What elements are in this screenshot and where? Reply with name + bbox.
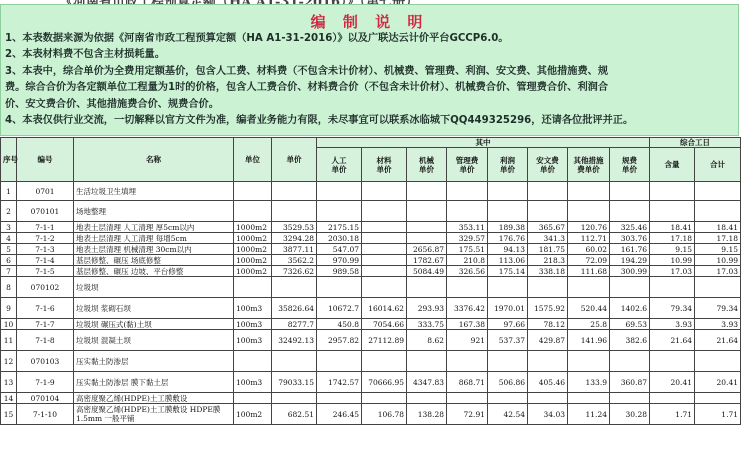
table-row xyxy=(1,266,741,277)
cell-fee: 300.99 xyxy=(610,266,650,277)
notes-line: 价、安文费合价、其他措施费合价、规费合价。 xyxy=(5,98,219,110)
cell-labor xyxy=(317,351,362,372)
cell-unit xyxy=(234,351,272,372)
cell-other xyxy=(568,351,610,372)
cell-fee: 1402.6 xyxy=(610,298,650,319)
cell-price: 682.51 xyxy=(272,404,317,425)
cell-qty: 17.18 xyxy=(650,233,695,244)
cell-safety xyxy=(528,351,568,372)
header-labor: 人工 单价 xyxy=(317,148,362,182)
cell-qty xyxy=(650,201,695,222)
cell-name: 垃圾坝 xyxy=(74,277,234,298)
cell-qty: 3.93 xyxy=(650,319,695,330)
cell-seq: 9 xyxy=(1,298,17,319)
cell-total xyxy=(695,182,741,201)
cell-machine xyxy=(407,393,447,404)
cell-fee: 382.6 xyxy=(610,330,650,351)
cell-profit: 42.54 xyxy=(488,404,528,425)
cell-price: 3562.2 xyxy=(272,255,317,266)
cell-profit: 1970.01 xyxy=(488,298,528,319)
cell-code: 070103 xyxy=(17,351,74,372)
cell-seq: 15 xyxy=(1,404,17,425)
cell-name: 基层修整、碾压 场底修整 xyxy=(74,255,234,266)
cell-profit xyxy=(488,393,528,404)
header-code: 编号 xyxy=(17,138,74,182)
cell-machine: 1782.67 xyxy=(407,255,447,266)
cell-machine: 5084.49 xyxy=(407,266,447,277)
cell-labor: 2030.18 xyxy=(317,233,362,244)
header-mgmt: 管理费 单价 xyxy=(447,148,488,182)
cell-material: 27112.89 xyxy=(362,330,407,351)
notes-line: 2、本表材料费不包含主材损耗量。 xyxy=(5,49,165,61)
cell-code: 7-1-6 xyxy=(17,298,74,319)
table-row xyxy=(1,201,741,222)
cell-total: 21.64 xyxy=(695,330,741,351)
cell-safety: 218.3 xyxy=(528,255,568,266)
cell-labor: 547.07 xyxy=(317,244,362,255)
cell-code: 7-1-2 xyxy=(17,233,74,244)
table-row xyxy=(1,233,741,244)
cell-qty: 1.71 xyxy=(650,404,695,425)
cell-machine: 138.28 xyxy=(407,404,447,425)
cell-safety xyxy=(528,393,568,404)
cell-seq: 1 xyxy=(1,182,17,201)
header-name: 名称 xyxy=(74,138,234,182)
header-machine: 机械 单价 xyxy=(407,148,447,182)
cell-name: 垃圾坝 混凝土坝 xyxy=(74,330,234,351)
cell-other: 111.68 xyxy=(568,266,610,277)
cell-price: 3529.53 xyxy=(272,222,317,233)
table-row xyxy=(1,222,741,233)
cell-seq: 8 xyxy=(1,277,17,298)
cell-mgmt xyxy=(447,393,488,404)
cell-machine xyxy=(407,201,447,222)
cell-total xyxy=(695,393,741,404)
cell-other: 25.8 xyxy=(568,319,610,330)
cell-name: 基层修整、碾压 边坡、平台修整 xyxy=(74,266,234,277)
cell-seq: 6 xyxy=(1,255,17,266)
cell-labor: 989.58 xyxy=(317,266,362,277)
cell-qty xyxy=(650,277,695,298)
notes-line: 3、本表中，综合单价为全费用定额基价，包含人工费、材料费（不包含未计价材）、机械费、管理费、利润、安文费、其他措施费、规 xyxy=(5,65,609,77)
cell-safety: 365.67 xyxy=(528,222,568,233)
cell-other xyxy=(568,393,610,404)
cell-total: 17.03 xyxy=(695,266,741,277)
notes-title: 编 制 说 明 xyxy=(310,13,429,31)
cell-code: 7-1-8 xyxy=(17,330,74,351)
table-header xyxy=(1,138,741,182)
cell-code: 0701 xyxy=(17,182,74,201)
cell-total xyxy=(695,277,741,298)
cell-profit xyxy=(488,201,528,222)
header-seq: 序号 xyxy=(1,138,17,182)
cell-name: 场地整理 xyxy=(74,201,234,222)
cell-safety: 338.18 xyxy=(528,266,568,277)
cell-mgmt xyxy=(447,201,488,222)
header-unit: 单位 xyxy=(234,138,272,182)
cell-code: 7-1-7 xyxy=(17,319,74,330)
cell-other: 133.9 xyxy=(568,372,610,393)
cell-code: 7-1-10 xyxy=(17,404,74,425)
table-row xyxy=(1,298,741,319)
cell-other: 120.76 xyxy=(568,222,610,233)
cell-unit: 100m3 xyxy=(234,298,272,319)
cell-unit: 100m3 xyxy=(234,330,272,351)
header-material: 材料 单价 xyxy=(362,148,407,182)
cell-qty: 79.34 xyxy=(650,298,695,319)
cell-code: 7-1-4 xyxy=(17,255,74,266)
cell-labor: 2175.15 xyxy=(317,222,362,233)
header-fee: 规费 单价 xyxy=(610,148,650,182)
cell-labor: 10672.7 xyxy=(317,298,362,319)
cell-qty: 20.41 xyxy=(650,372,695,393)
price-table xyxy=(0,137,741,425)
cell-mgmt xyxy=(447,277,488,298)
cell-price: 3877.11 xyxy=(272,244,317,255)
cell-price xyxy=(272,393,317,404)
cell-seq: 5 xyxy=(1,244,17,255)
cell-price xyxy=(272,277,317,298)
cell-total xyxy=(695,351,741,372)
cell-name: 压实黏土防渗层 膜下黏土层 xyxy=(74,372,234,393)
cell-unit xyxy=(234,393,272,404)
table-row xyxy=(1,319,741,330)
cell-fee: 30.28 xyxy=(610,404,650,425)
cell-fee: 69.53 xyxy=(610,319,650,330)
cell-total: 17.18 xyxy=(695,233,741,244)
cell-unit xyxy=(234,201,272,222)
cell-seq: 11 xyxy=(1,330,17,351)
cell-profit: 189.38 xyxy=(488,222,528,233)
cell-seq: 12 xyxy=(1,351,17,372)
cell-labor xyxy=(317,182,362,201)
cell-mgmt: 175.51 xyxy=(447,244,488,255)
cell-mgmt xyxy=(447,351,488,372)
cell-safety: 405.46 xyxy=(528,372,568,393)
notes-line: 1、本表数据来源为依据《河南省市政工程预算定额（HA A1-31-2016）》以及广联达云计价平台GCCP6.0。 xyxy=(5,33,509,44)
cell-mgmt: 167.38 xyxy=(447,319,488,330)
header-other: 其他措施 费单价 xyxy=(568,148,610,182)
cell-code: 7-1-3 xyxy=(17,244,74,255)
cell-profit: 97.66 xyxy=(488,319,528,330)
table-row xyxy=(1,330,741,351)
cell-labor: 2957.82 xyxy=(317,330,362,351)
cell-name: 垃圾坝 碾压式(黏)土坝 xyxy=(74,319,234,330)
cell-other: 141.96 xyxy=(568,330,610,351)
cell-safety: 429.87 xyxy=(528,330,568,351)
cell-machine: 2656.87 xyxy=(407,244,447,255)
cell-labor xyxy=(317,201,362,222)
table-row xyxy=(1,393,741,404)
cell-profit: 506.86 xyxy=(488,372,528,393)
cell-price: 79033.15 xyxy=(272,372,317,393)
cell-mgmt: 353.11 xyxy=(447,222,488,233)
cell-material xyxy=(362,255,407,266)
cell-price: 8277.7 xyxy=(272,319,317,330)
cell-fee: 194.29 xyxy=(610,255,650,266)
cell-name: 垃圾坝 浆砌石坝 xyxy=(74,298,234,319)
cell-safety xyxy=(528,201,568,222)
cell-total: 18.41 xyxy=(695,222,741,233)
cell-machine: 8.62 xyxy=(407,330,447,351)
cell-unit: 100m3 xyxy=(234,319,272,330)
cell-total: 9.15 xyxy=(695,244,741,255)
cell-seq: 3 xyxy=(1,222,17,233)
cell-other xyxy=(568,182,610,201)
cell-fee: 325.46 xyxy=(610,222,650,233)
cell-price xyxy=(272,182,317,201)
cell-material: 70666.95 xyxy=(362,372,407,393)
cell-profit: 94.13 xyxy=(488,244,528,255)
cell-price xyxy=(272,201,317,222)
cell-other xyxy=(568,277,610,298)
cell-profit: 176.76 xyxy=(488,233,528,244)
cell-code: 070102 xyxy=(17,277,74,298)
cell-labor: 450.8 xyxy=(317,319,362,330)
header-qty: 含量 xyxy=(650,148,695,182)
cell-seq: 14 xyxy=(1,393,17,404)
cell-total: 79.34 xyxy=(695,298,741,319)
cell-price: 7326.62 xyxy=(272,266,317,277)
cell-name: 地表土层清理 人工清理 厚5cm以内 xyxy=(74,222,234,233)
table-row xyxy=(1,182,741,201)
cell-mgmt xyxy=(447,182,488,201)
cell-qty xyxy=(650,182,695,201)
cell-qty: 18.41 xyxy=(650,222,695,233)
cell-other xyxy=(568,201,610,222)
cell-total xyxy=(695,201,741,222)
cell-profit xyxy=(488,182,528,201)
cell-name: 压实黏土防渗层 xyxy=(74,351,234,372)
cell-unit: 1000m2 xyxy=(234,233,272,244)
cell-unit xyxy=(234,277,272,298)
cell-machine xyxy=(407,182,447,201)
cell-material xyxy=(362,244,407,255)
cell-safety: 34.03 xyxy=(528,404,568,425)
cell-price xyxy=(272,351,317,372)
cell-material xyxy=(362,201,407,222)
cell-profit: 537.37 xyxy=(488,330,528,351)
cell-machine: 293.93 xyxy=(407,298,447,319)
table-row xyxy=(1,255,741,266)
table-row xyxy=(1,404,741,425)
cell-name: 地表土层清理 人工清理 每增5cm xyxy=(74,233,234,244)
cell-fee: 303.76 xyxy=(610,233,650,244)
cell-seq: 7 xyxy=(1,266,17,277)
notes-line: 4、本表仅供行业交流，一切解释以官方文件为准，编者业务能力有限，未尽事宜可以联系冰临城下QQ449325296，还请各位批评并正。 xyxy=(5,115,634,127)
cell-other: 11.24 xyxy=(568,404,610,425)
cell-machine: 333.75 xyxy=(407,319,447,330)
cell-mgmt: 326.56 xyxy=(447,266,488,277)
cell-safety: 78.12 xyxy=(528,319,568,330)
cell-material xyxy=(362,351,407,372)
cell-code: 7-1-5 xyxy=(17,266,74,277)
cell-other: 72.09 xyxy=(568,255,610,266)
cell-name: 高密度聚乙烯(HDPE)土工膜敷设 xyxy=(74,393,234,404)
cell-fee xyxy=(610,351,650,372)
cell-mgmt: 329.57 xyxy=(447,233,488,244)
cell-fee xyxy=(610,182,650,201)
cell-material xyxy=(362,277,407,298)
cell-other: 112.71 xyxy=(568,233,610,244)
cell-machine xyxy=(407,233,447,244)
compilation-notes-panel xyxy=(0,4,739,136)
cell-material xyxy=(362,393,407,404)
cell-profit xyxy=(488,277,528,298)
cell-machine xyxy=(407,277,447,298)
cell-material: 7054.66 xyxy=(362,319,407,330)
cell-safety xyxy=(528,182,568,201)
cell-material xyxy=(362,233,407,244)
cell-unit: 1000m2 xyxy=(234,222,272,233)
cell-price: 32492.13 xyxy=(272,330,317,351)
table-body xyxy=(1,182,741,425)
cell-qty: 10.99 xyxy=(650,255,695,266)
table-row xyxy=(1,351,741,372)
cell-code: 7-1-9 xyxy=(17,372,74,393)
cell-fee xyxy=(610,277,650,298)
cell-unit: 100m2 xyxy=(234,404,272,425)
header-safety: 安文费 单价 xyxy=(528,148,568,182)
cell-fee xyxy=(610,201,650,222)
cell-machine xyxy=(407,351,447,372)
cell-safety xyxy=(528,277,568,298)
cell-qty xyxy=(650,393,695,404)
cell-machine xyxy=(407,222,447,233)
header-price: 单价 xyxy=(272,138,317,182)
cell-material xyxy=(362,182,407,201)
table-row xyxy=(1,372,741,393)
cell-code: 070104 xyxy=(17,393,74,404)
cell-safety: 341.3 xyxy=(528,233,568,244)
cell-unit: 1000m2 xyxy=(234,244,272,255)
cell-mgmt: 868.71 xyxy=(447,372,488,393)
cell-profit: 175.14 xyxy=(488,266,528,277)
cell-total: 1.71 xyxy=(695,404,741,425)
cell-profit xyxy=(488,351,528,372)
cell-qty: 9.15 xyxy=(650,244,695,255)
cell-labor xyxy=(317,393,362,404)
cell-qty: 21.64 xyxy=(650,330,695,351)
cell-price: 35826.64 xyxy=(272,298,317,319)
cell-unit: 100m3 xyxy=(234,372,272,393)
cell-profit: 113.06 xyxy=(488,255,528,266)
cell-seq: 10 xyxy=(1,319,17,330)
table-row xyxy=(1,244,741,255)
cell-seq: 2 xyxy=(1,201,17,222)
cell-safety: 181.75 xyxy=(528,244,568,255)
cell-fee xyxy=(610,393,650,404)
cell-code: 7-1-1 xyxy=(17,222,74,233)
cell-mgmt: 921 xyxy=(447,330,488,351)
cell-unit: 1000m2 xyxy=(234,255,272,266)
cell-qty xyxy=(650,351,695,372)
cell-price: 3294.28 xyxy=(272,233,317,244)
cell-material xyxy=(362,266,407,277)
cell-mgmt: 3376.42 xyxy=(447,298,488,319)
cell-fee: 161.76 xyxy=(610,244,650,255)
cell-seq: 13 xyxy=(1,372,17,393)
cell-unit: 1000m2 xyxy=(234,266,272,277)
cell-mgmt: 210.8 xyxy=(447,255,488,266)
cell-total: 20.41 xyxy=(695,372,741,393)
cell-name: 高密度聚乙烯(HDPE)土工膜敷设 HDPE膜 1.5mm 一般平铺 xyxy=(74,404,234,425)
header-profit: 利润 单价 xyxy=(488,148,528,182)
cell-other: 60.02 xyxy=(568,244,610,255)
cell-code: 070101 xyxy=(17,201,74,222)
cell-labor: 970.99 xyxy=(317,255,362,266)
cell-qty: 17.03 xyxy=(650,266,695,277)
cell-safety: 1575.92 xyxy=(528,298,568,319)
header-total: 合计 xyxy=(695,148,741,182)
cell-total: 3.93 xyxy=(695,319,741,330)
cell-labor: 246.45 xyxy=(317,404,362,425)
cell-material: 16014.62 xyxy=(362,298,407,319)
table-row xyxy=(1,277,741,298)
header-labor-group: 综合工日 xyxy=(650,138,741,148)
cell-total: 10.99 xyxy=(695,255,741,266)
cell-name: 生活垃圾卫生填埋 xyxy=(74,182,234,201)
cell-machine: 4347.83 xyxy=(407,372,447,393)
cell-unit xyxy=(234,182,272,201)
notes-line: 费。综合合价为各定额单位工程量为1时的价格，包含人工费合价、材料费合价（不包含未计价材）、机械费合价、管理费合价、利润合 xyxy=(5,82,609,94)
cell-other: 520.44 xyxy=(568,298,610,319)
cell-labor xyxy=(317,277,362,298)
cell-name: 地表土层清理 机械清理 30cm以内 xyxy=(74,244,234,255)
cell-material: 106.78 xyxy=(362,404,407,425)
cell-fee: 360.87 xyxy=(610,372,650,393)
cell-labor: 1742.57 xyxy=(317,372,362,393)
cell-material xyxy=(362,222,407,233)
cell-mgmt: 72.91 xyxy=(447,404,488,425)
header-group: 其中 xyxy=(317,138,650,148)
cell-seq: 4 xyxy=(1,233,17,244)
